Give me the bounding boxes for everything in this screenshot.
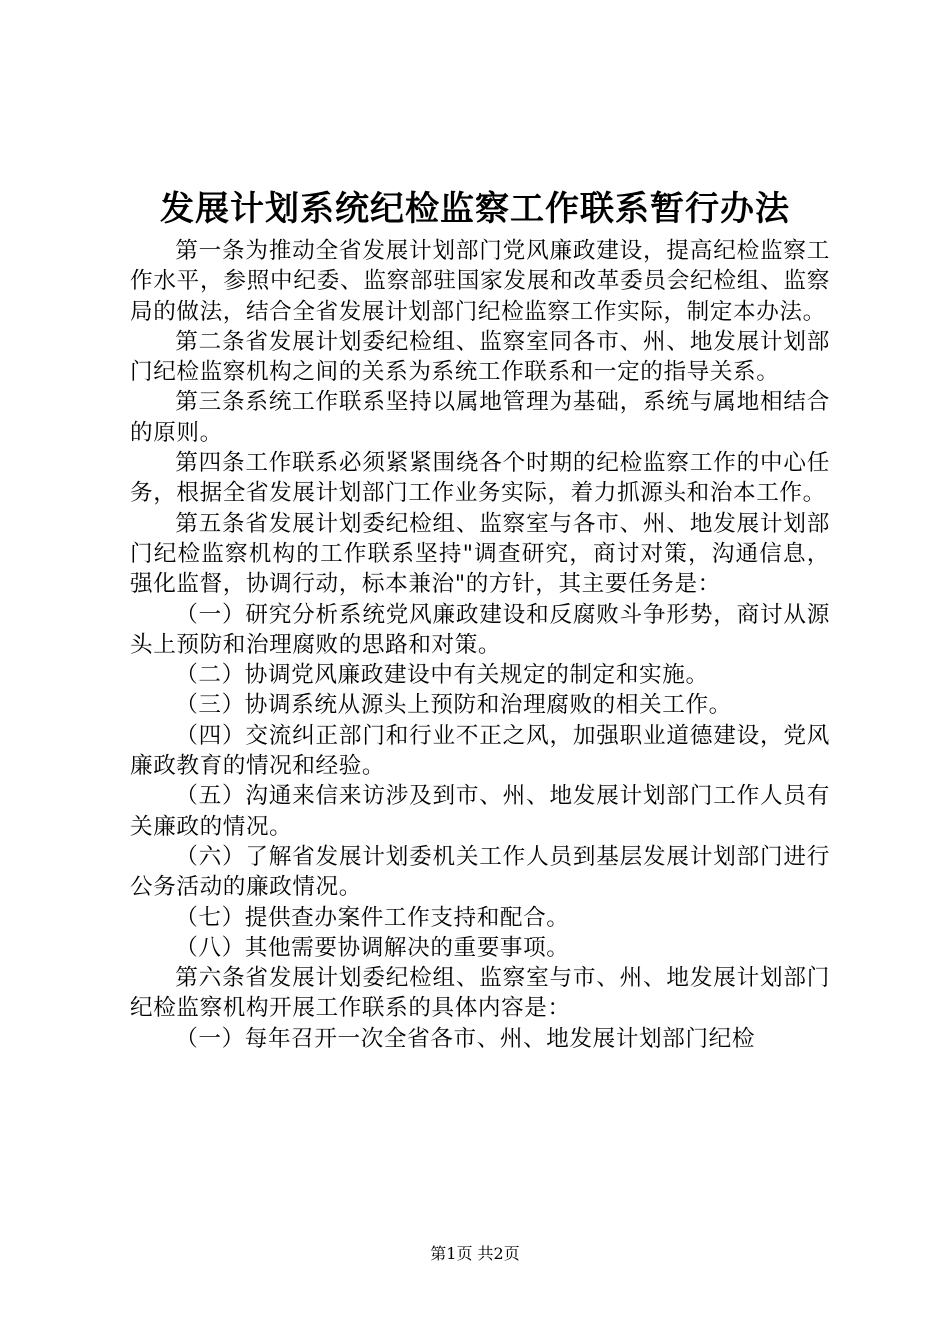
paragraph-item-5: （五）沟通来信来访涉及到市、州、地发展计划部门工作人员有关廉政的情况。 [130,783,830,840]
paragraph-article-5: 第五条省发展计划委纪检组、监察室与各市、州、地发展计划部门纪检监察机构的工作联系坚持"调查研究，商讨对策，沟通信息，强化监督，协调行动，标本兼治"的方针，其主要任务是： [130,510,830,598]
paragraph-item-4: （四）交流纠正部门和行业不正之风，加强职业道德建设，党风廉政教育的情况和经验。 [130,722,830,780]
paragraph-article-4: 第四条工作联系必须紧紧围绕各个时期的纪检监察工作的中心任务，根据全省发展计划部门工作业务实际，着力抓源头和治本工作。 [130,450,830,507]
paragraph-article-1: 第一条为推动全省发展计划部门党风廉政建设，提高纪检监察工作水平，参照中纪委、监察部驻国家发展和改革委员会纪检组、监察局的做法，结合全省发展计划部门纪检监察工作实际，制定本办法。 [130,238,830,325]
paragraph-article-3: 第三条系统工作联系坚持以属地管理为基础，系统与属地相结合的原则。 [130,389,830,446]
paragraph-article-6: 第六条省发展计划委纪检组、监察室与市、州、地发展计划部门纪检监察机构开展工作联系的具体内容是： [130,965,830,1022]
paragraph-item-3: （三）协调系统从源头上预防和治理腐败的相关工作。 [175,692,732,719]
paragraph-item-7: （七）提供查办案件工作支持和配合。 [175,904,570,931]
paragraph-article-6-item-1: （一）每年召开一次全省各市、州、地发展计划部门纪检 [175,1025,756,1052]
document-title: 发展计划系统纪检监察工作联系暂行办法 [160,189,790,229]
paragraph-item-2: （二）协调党风廉政建设中有关规定的制定和实施。 [175,662,709,689]
page-number-footer: 第1页 共2页 [430,1244,520,1263]
paragraph-article-2: 第二条省发展计划委纪检组、监察室同各市、州、地发展计划部门纪检监察机构之间的关系为系统工作联系和一定的指导关系。 [130,328,830,386]
paragraph-item-6: （六）了解省发展计划委机关工作人员到基层发展计划部门进行公务活动的廉政情况。 [130,843,830,901]
document-body [130,236,830,1054]
paragraph-item-1: （一）研究分析系统党风廉政建设和反腐败斗争形势，商讨从源头上预防和治理腐败的思路和对策。 [130,601,830,658]
paragraph-item-8: （八）其他需要协调解决的重要事项。 [175,934,570,961]
